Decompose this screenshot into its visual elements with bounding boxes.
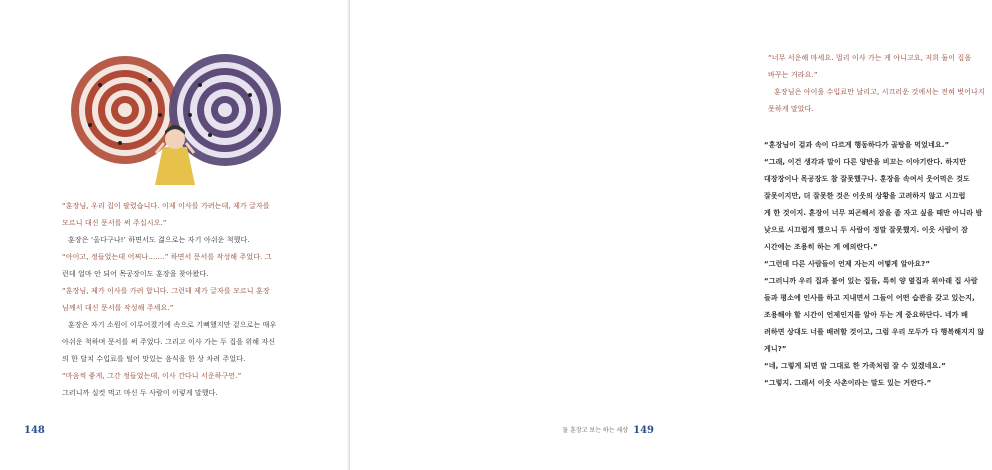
text-line: 시간에는 조용히 하는 게 예의란다.” [764,243,878,251]
text-line: 잘못이지만, 더 잘못한 것은 이웃의 상황을 고려하지 않고 시끄럽 [764,192,966,200]
text-line: “그래, 이건 생각과 말이 다른 양반을 비꼬는 이야기란다. 하지만 [764,158,967,166]
red-spiral-illustration [71,56,179,164]
right-page-main-text [764,137,992,392]
text-line: “네, 그렇게 되면 말 그대로 한 가족처럼 잘 수 있겠네요.” [764,362,946,370]
text-line: “훈장님이 겉과 속이 다르게 행동하다가 골탕을 먹었네요.” [764,141,950,149]
text-line: “훈장님, 제가 이사를 가려 합니다. 그런데 제가 글자를 모르니 훈장 [62,287,270,295]
text-line: 게 한 것이지. 훈장이 너무 피곤해서 잠을 좀 자고 싶을 때만 아니라 밤 [764,209,983,217]
text-line: 모르니 대신 문서를 써 주십시오.” [62,219,167,227]
text-line: 려하면 상대도 너를 배려할 것이고, 그럼 우리 모두가 다 행복해지지 않 [764,328,985,336]
text-line: 낮으로 시끄럽게 했으니 두 사람이 정말 잘못했지. 이웃 사람이 잠 [764,226,969,234]
text-line: 훈장은 자기 소원이 이루어졌기에 속으로 기뻐했지만 겉으로는 매우 [68,321,277,329]
text-line: “훈장님, 우리 집이 팔렸습니다. 이제 이사를 가려는데, 제가 글자를 [62,202,270,210]
text-line: 바꾸는 거라요.” [768,71,818,79]
text-line: 의 한 달치 수입료를 털어 맛있는 음식을 한 상 차려 주었다. [62,355,246,363]
running-head: 둘 훈장고 보는 하는 세상 [562,427,628,434]
illustration-spirals [60,55,290,195]
text-line: “그렇지. 그래서 이웃 사촌이라는 말도 있는 거란다.” [764,379,932,387]
text-line: 훈장은 ‘올다구나!’ 하면서도 겷으로는 자기 아쉬운 척했다. [68,236,250,244]
page-number: 149 [633,425,654,436]
text-line: 런데 얼마 안 되어 목공장이도 훈장을 찾아왔다. [62,270,209,278]
text-line: “그러니까 우리 집과 붙어 있는 집들, 특히 양 옆집과 위아래 집 사람 [764,277,978,285]
text-line: 못하게 말았다. [768,105,814,113]
text-line: 님께서 대신 문서를 작성해 주세요.” [62,304,174,312]
left-page [0,0,350,470]
text-line: 게니?” [764,345,787,353]
right-page [350,0,985,470]
right-page-top-text [768,50,988,118]
left-page-text [62,198,284,402]
text-line: 아쉬운 척하며 문서를 써 주었다. 그리고 이사 가는 두 집을 위해 자신 [62,338,276,346]
text-line: 들과 평소에 인사를 하고 지내면서 그들이 어떤 습관을 갖고 있는지, [764,294,975,302]
text-line: “너무 서운해 마세요. 멀리 이사 가는 게 아니고요, 저희 둘이 집을 [768,54,972,62]
text-line: 그러니까 실컷 먹고 마신 두 사람이 이렇게 말했다. [62,389,218,397]
text-line: “아이고, 정들었는데 어쩌나…….” 하면서 문서를 작성해 주었다. 그 [62,253,272,261]
text-line: 훈장님은 아이을 수입료만 날리고, 시끄러운 것에서는 전혀 벗어나지 [774,88,985,96]
text-line: 대장장이나 목공장도 참 잘못했구나. 훈장을 속여서 웃어먹은 것도 [764,175,970,183]
page-number: 148 [24,425,45,436]
text-line: 조용해야 할 시간이 언제인지를 알아 두는 게 중요하단다. 네가 배 [764,311,969,319]
text-line: “그런데 다른 사람들이 언제 자는지 어떻게 알아요?” [764,260,931,268]
text-line: “마음씩 좋게, 그간 정들었는데, 이사 간다니 서운하구먼.” [62,372,242,380]
